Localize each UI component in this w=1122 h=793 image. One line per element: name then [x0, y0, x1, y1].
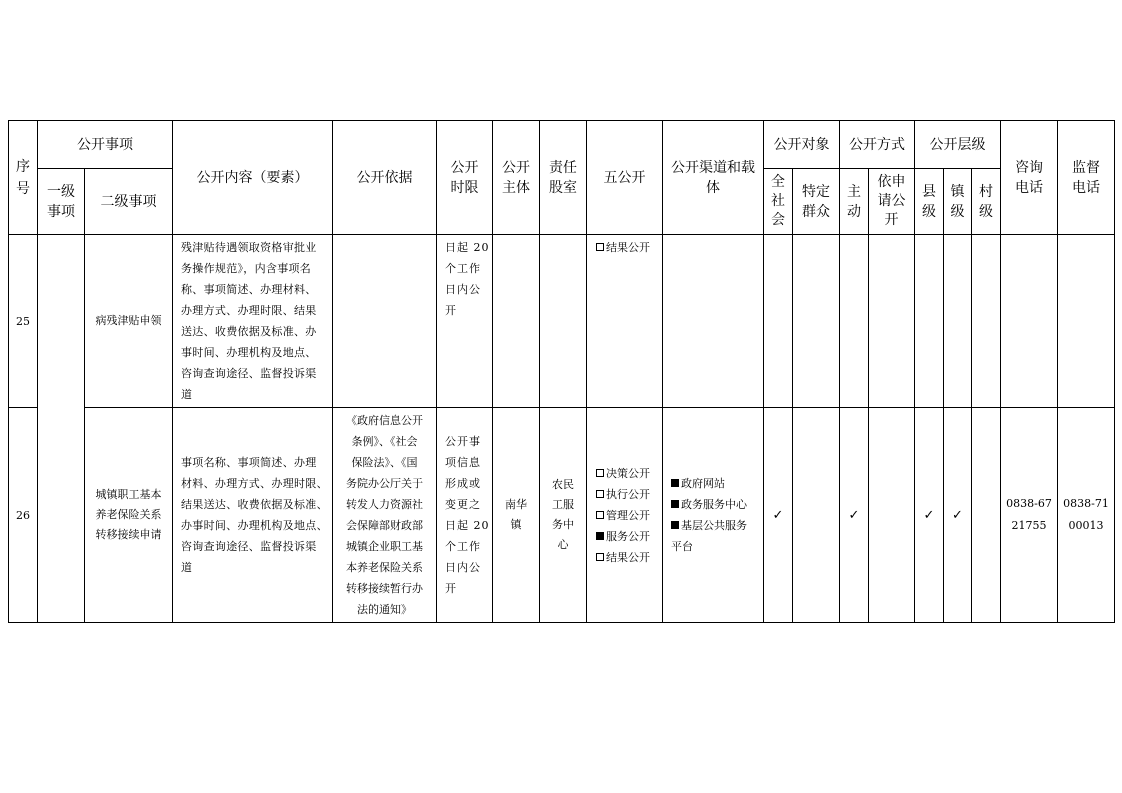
header-seq — [9, 121, 38, 235]
row-level-county — [915, 408, 944, 623]
limit-line: 个工作 — [445, 540, 481, 553]
limit-line: 日起 20 — [445, 241, 490, 254]
header-level2: 二级事项 — [85, 169, 173, 235]
limit-line: 开 — [445, 304, 457, 317]
content-line: 务操作规范》，内含事项名 — [181, 262, 312, 275]
check-mark-icon: ✓ — [848, 507, 860, 523]
row-subject — [493, 235, 540, 408]
content-line: 送达、收费依据及标准、办 — [181, 325, 317, 338]
row-basis — [333, 235, 437, 408]
row-target-all — [764, 408, 793, 623]
row-basis — [333, 408, 437, 623]
office-line: 务中 — [552, 518, 574, 531]
content-line: 事项名称、事项简述、办理 — [181, 456, 317, 469]
header-target-group: 公开对象 — [764, 121, 840, 169]
row-target-all — [764, 235, 793, 408]
header-level-town-text: 镇级 — [950, 183, 965, 220]
header-level1-text: 一级事项 — [47, 183, 75, 220]
checkbox-empty-icon — [596, 469, 604, 477]
five-public-label: 结果公开 — [606, 550, 650, 564]
header-target-all-text: 全社会 — [771, 174, 785, 228]
phone-line: 0838-67 — [1006, 497, 1052, 510]
header-target-specific — [793, 169, 840, 235]
basis-line: 会保障部财政部 — [346, 519, 423, 532]
header-level-county-text: 县级 — [922, 183, 936, 220]
basis-line: 城镇企业职工基 — [346, 540, 423, 553]
basis-line: 转发人力资源社 — [346, 498, 423, 511]
content-line: 结果送达、收费依据及标准、 — [181, 498, 328, 511]
channel-option — [671, 494, 757, 515]
header-consult-phone-text: 咨询电话 — [1015, 159, 1043, 196]
limit-line: 形成或 — [445, 477, 481, 490]
row-target-specific — [793, 408, 840, 623]
row-time-limit — [437, 408, 493, 623]
checkbox-filled-icon — [671, 521, 679, 529]
content-line: 道 — [181, 561, 193, 574]
five-public-option — [596, 526, 656, 547]
disclosure-table — [8, 120, 1115, 623]
checkbox-filled-icon — [596, 532, 604, 540]
five-public-label: 服务公开 — [606, 529, 650, 543]
row-office — [540, 408, 587, 623]
checkbox-empty-icon — [596, 511, 604, 519]
header-level-group: 公开层级 — [915, 121, 1001, 169]
basis-line: 条例》、《社会 — [351, 435, 418, 448]
row-subject — [493, 408, 540, 623]
limit-line: 变更之 — [445, 498, 481, 511]
checkbox-empty-icon — [596, 243, 604, 251]
table-row — [9, 408, 1115, 623]
row-consult-phone — [1001, 408, 1058, 623]
five-public-label: 执行公开 — [606, 487, 650, 501]
row-supervise-phone — [1058, 235, 1115, 408]
header-subject-text: 公开主体 — [502, 159, 530, 196]
row-level-village — [972, 408, 1001, 623]
row-consult-phone — [1001, 235, 1058, 408]
header-five-public: 五公开 — [587, 121, 663, 235]
header-supervise-phone-text: 监督电话 — [1072, 159, 1100, 196]
content-line: 称、事项简述、办理材料、 — [181, 283, 317, 296]
row-method-active — [840, 408, 869, 623]
header-subject — [493, 121, 540, 235]
check-mark-icon: ✓ — [923, 507, 935, 523]
checkbox-filled-icon — [671, 500, 679, 508]
limit-line: 日内公 — [445, 561, 481, 574]
content-line: 咨询查询途径、监督投诉渠 — [181, 540, 317, 553]
header-office-text: 责任股室 — [549, 159, 577, 196]
checkbox-empty-icon — [596, 553, 604, 561]
row-content — [173, 408, 333, 623]
row-method-request — [869, 408, 915, 623]
content-line: 材料、办理方式、办理时限、 — [181, 477, 328, 490]
phone-line: 00013 — [1068, 519, 1104, 532]
row-office — [540, 235, 587, 408]
limit-line: 公开事 — [445, 435, 481, 448]
level2-line: 城镇职工基本 — [95, 488, 162, 501]
subject-line: 镇 — [510, 518, 522, 531]
header-level1 — [38, 169, 85, 235]
limit-line: 开 — [445, 582, 457, 595]
header-supervise-phone — [1058, 121, 1115, 235]
level2-line: 养老保险关系 — [95, 508, 162, 521]
row-level-county — [915, 235, 944, 408]
content-line: 残津贴待遇领取资格审批业 — [181, 241, 317, 254]
channel-label: 基层公共服务 — [681, 519, 747, 532]
phone-line: 0838-71 — [1063, 497, 1109, 510]
basis-line: 务院办公厅关于 — [346, 477, 423, 490]
header-target-specific-text: 特定群众 — [802, 183, 830, 220]
header-method-request — [869, 169, 915, 235]
header-method-active-text: 主动 — [847, 183, 861, 220]
channel-option — [671, 515, 757, 536]
row-level2 — [85, 408, 173, 623]
header-time-limit — [437, 121, 493, 235]
header-level-village-text: 村级 — [979, 183, 993, 220]
basis-line: 《政府信息公开 — [346, 414, 423, 427]
header-content: 公开内容（要素） — [173, 121, 333, 235]
basis-line: 本养老保险关系 — [346, 561, 423, 574]
content-line: 办事时间、办理机构及地点、 — [181, 519, 328, 532]
office-line: 农民 — [552, 478, 574, 491]
basis-line: 法的通知》 — [357, 603, 412, 616]
header-level-town — [944, 169, 972, 235]
content-line: 咨询查询途径、监督投诉渠 — [181, 367, 317, 380]
header-office — [540, 121, 587, 235]
row-method-active — [840, 235, 869, 408]
office-line: 心 — [557, 538, 569, 551]
header-method-group: 公开方式 — [840, 121, 915, 169]
checkbox-empty-icon — [596, 490, 604, 498]
row-channel — [663, 408, 764, 623]
row-method-request — [869, 235, 915, 408]
five-public-label: 决策公开 — [606, 466, 650, 480]
five-public-option — [596, 505, 656, 526]
header-channel-text: 公开渠道和载体 — [671, 159, 755, 196]
limit-line: 项信息 — [445, 456, 481, 469]
basis-line: 保险法》、《国 — [351, 456, 418, 469]
header-consult-phone — [1001, 121, 1058, 235]
header-seq-text: 序号 — [16, 158, 30, 197]
row-seq: 25 — [9, 235, 38, 408]
header-channel — [663, 121, 764, 235]
row-target-specific — [793, 235, 840, 408]
level2-line: 转移接续申请 — [95, 528, 162, 541]
row-time-limit — [437, 235, 493, 408]
header-item-group: 公开事项 — [38, 121, 173, 169]
row-five-public — [587, 235, 663, 408]
header-basis: 公开依据 — [333, 121, 437, 235]
channel-label: 政务服务中心 — [681, 498, 747, 511]
channel-label-tail: 平台 — [671, 540, 693, 553]
subject-line: 南华 — [505, 498, 527, 511]
row-content — [173, 235, 333, 408]
office-line: 工服 — [552, 498, 574, 511]
five-public-label: 管理公开 — [606, 508, 650, 522]
limit-line: 个工作 — [445, 262, 481, 275]
five-public-option — [596, 237, 656, 258]
limit-line: 日起 20 — [445, 519, 490, 532]
five-public-label: 结果公开 — [606, 241, 650, 254]
limit-line: 日内公 — [445, 283, 481, 296]
five-public-option — [596, 484, 656, 505]
row-channel — [663, 235, 764, 408]
check-mark-icon: ✓ — [772, 507, 784, 523]
row-level-town — [944, 408, 972, 623]
table-row — [9, 235, 1115, 408]
channel-label: 政府网站 — [681, 477, 725, 490]
header-time-limit-text: 公开时限 — [450, 159, 479, 196]
header-method-active — [840, 169, 869, 235]
content-line: 道 — [181, 388, 193, 401]
row-level1-cell — [38, 235, 85, 623]
row-seq: 26 — [9, 408, 38, 623]
content-line: 事时间、办理机构及地点、 — [181, 346, 317, 359]
header-level-village — [972, 169, 1001, 235]
row-five-public — [587, 408, 663, 623]
header-method-request-text: 依申请公开 — [877, 174, 906, 228]
checkbox-filled-icon — [671, 479, 679, 487]
five-public-option — [596, 547, 656, 568]
check-mark-icon: ✓ — [952, 507, 963, 523]
content-line: 办理方式、办理时限、结果 — [181, 304, 317, 317]
header-target-all — [764, 169, 793, 235]
five-public-option — [596, 463, 656, 484]
header-level-county — [915, 169, 944, 235]
basis-line: 转移接续暂行办 — [346, 582, 423, 595]
row-level-town — [944, 235, 972, 408]
row-level-village — [972, 235, 1001, 408]
row-level2: 病残津贴申领 — [85, 235, 173, 408]
phone-line: 21755 — [1011, 519, 1047, 532]
channel-option — [671, 473, 757, 494]
row-supervise-phone — [1058, 408, 1115, 623]
